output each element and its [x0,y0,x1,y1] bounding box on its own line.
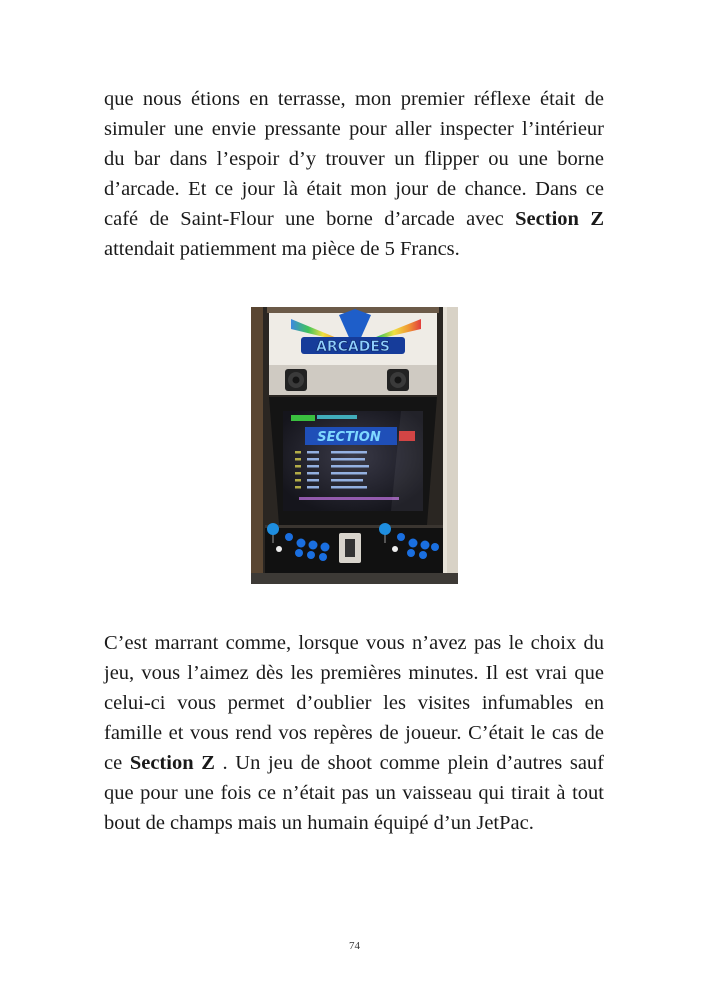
arcade-cabinet-photo [251,307,458,584]
game-title-bold-2: Section Z [129,752,215,774]
paragraph-2 [104,628,604,838]
paragraph-1-text-b: attendait patiemment ma pièce de 5 Francs. [104,238,460,260]
paragraph-1-text-a: que nous étions en terrasse, mon premier réflexe était de simuler une envie pressante pour aller inspecter l’intérieur du bar dans l’espoir d’y trouver un flipper ou une borne d’arcade. Et ce jour là était mon jour de chance. Dans ce café de Saint-Flour une borne d’arcade avec [104,88,604,230]
paragraph-1 [104,84,604,264]
screen-title: SECTION [317,430,381,445]
paragraph-2-text-a: C’est marrant comme, lorsque vous n’avez pas le choix du jeu, vous l’aimez dès les premières minutes. Il est vrai que celui-ci vous permet d’oublier les visites infumables en famille et vous rend vos repères de joueur. C’était le cas de ce [104,632,604,774]
page-number: 74 [349,940,360,952]
marquee-text: ARCADES [316,339,390,355]
game-title-bold: Section Z [515,208,605,230]
paragraph-2-text-b: . Un jeu de shoot comme plein d’autres sauf que pour une fois ce n’était pas un vaisseau qui tirait à tout bout de champs mais un humain équipé d’un JetPac. [104,752,604,834]
